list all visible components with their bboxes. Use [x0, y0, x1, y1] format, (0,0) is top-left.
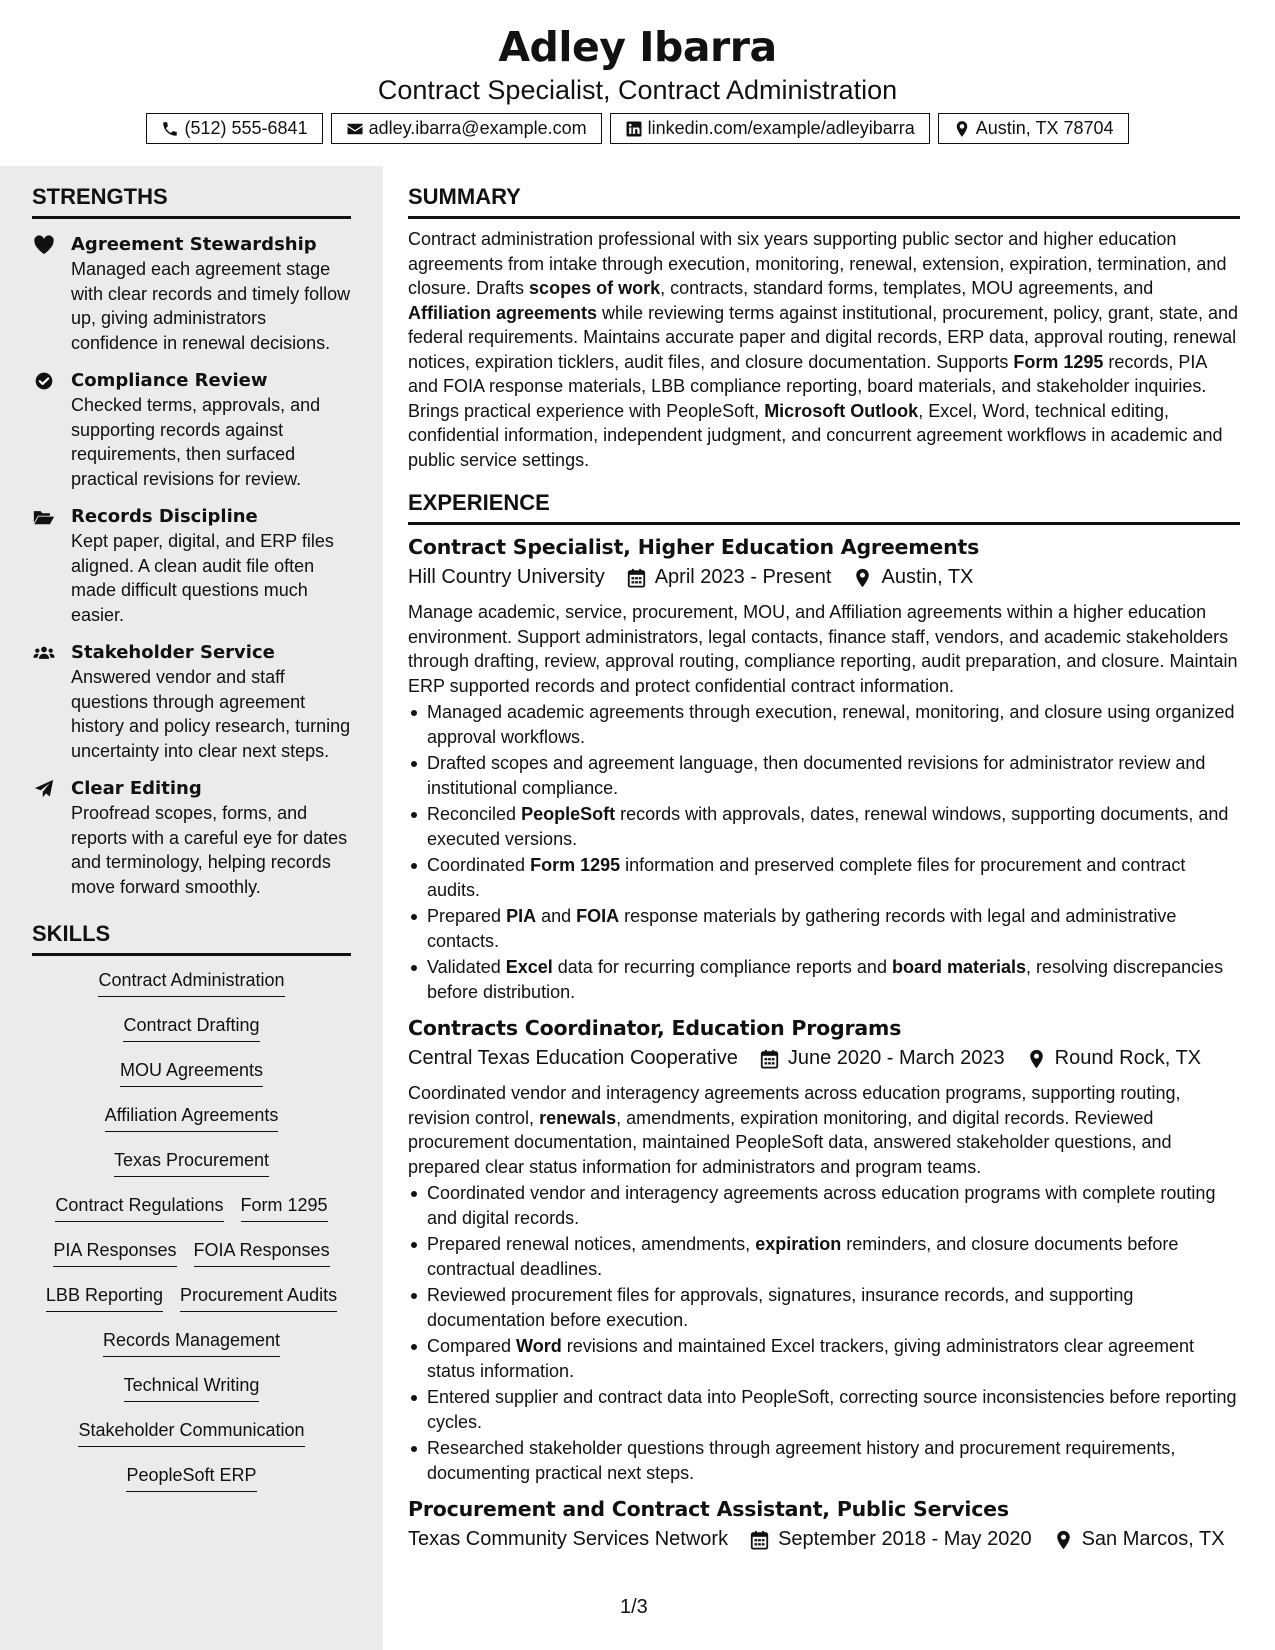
list-item: Coordinated Form 1295 information and preserved complete files for procurement and contract audits. [408, 853, 1240, 902]
skill-tag: Contract Regulations [55, 1193, 223, 1222]
skill-row [32, 1328, 351, 1373]
skill-tag: FOIA Responses [194, 1238, 330, 1267]
contact-phone-text: (512) 555-6841 [184, 118, 308, 138]
experience-heading: EXPERIENCE [408, 490, 1240, 525]
job-dates: September 2018 - May 2020 [778, 1528, 1032, 1550]
strength-title: Records Discipline [71, 506, 258, 527]
paper-plane-icon [33, 779, 55, 799]
job-meta [408, 1045, 1240, 1072]
page-number: 1/3 [620, 1596, 648, 1618]
job-bullets [408, 1181, 1240, 1485]
skill-row [32, 1148, 351, 1193]
job-title: Contracts Coordinator, Education Programs [408, 1016, 902, 1040]
skill-row [32, 1238, 351, 1283]
skill-tag: Procurement Audits [180, 1283, 337, 1312]
skill-row [32, 968, 351, 1013]
main-content [408, 166, 1240, 1553]
strengths-heading: STRENGTHS [32, 184, 351, 219]
calendar-icon [760, 1049, 779, 1069]
map-pin-icon [1027, 1049, 1046, 1069]
map-pin-icon [1054, 1530, 1073, 1550]
sidebar [0, 166, 383, 1650]
job-dates: June 2020 - March 2023 [787, 1047, 1005, 1069]
contact-email[interactable] [331, 113, 602, 144]
job-description: Coordinated vendor and interagency agreements across education programs, supporting routing, revision control, renewals, amendments, expiration monitoring, and digital records. Reviewed procurement documentation, maintained PeopleSoft data, answered stakeholder questions, and prepared clear status information for administrators and program teams. [408, 1083, 1181, 1177]
summary-text: Contract administration professional with six years supporting public sector and higher education agreements from intake through execution, monitoring, renewal, extension, expiration, termination, and closure. Drafts scopes of work, contracts, standard forms, templates, MOU agreements, and Affiliation agreements while reviewing terms against institutional, procurement, policy, grant, state, and federal requirements. Maintains accurate paper and digital records, ERP data, approval routing, renewal notices, expiration ticklers, audit files, and closure documentation. Supports Form 1295 records, PIA and FOIA response materials, LBB compliance reporting, board materials, and stakeholder inquiries. Brings practical experience with PeopleSoft, Microsoft Outlook, Excel, Word, technical editing, confidential information, independent judgment, and concurrent agreement workflows in academic and public service settings. [408, 229, 1239, 470]
job-organization: Hill Country University [408, 566, 605, 588]
list-item: Entered supplier and contract data into PeopleSoft, correcting source inconsistencies before reporting cycles. [408, 1385, 1240, 1434]
users-icon [33, 643, 55, 663]
list-item: Drafted scopes and agreement language, then documented revisions for administrator review and institutional compliance. [408, 751, 1240, 800]
job-meta [408, 1526, 1240, 1553]
skill-tag: LBB Reporting [46, 1283, 163, 1312]
resume-header [0, 0, 1275, 166]
summary-heading: SUMMARY [408, 184, 1240, 219]
strength-title: Compliance Review [71, 370, 268, 391]
check-circle-icon [33, 371, 55, 391]
calendar-icon [627, 568, 646, 588]
contact-linkedin-text: linkedin.com/example/adleyibarra [647, 118, 915, 138]
envelope-icon [346, 120, 364, 138]
job-dates: April 2023 - Present [654, 566, 832, 588]
list-item: Coordinated vendor and interagency agreements across education programs with complete routing and digital records. [408, 1181, 1240, 1230]
skill-tag: Stakeholder Communication [78, 1418, 304, 1447]
contact-email-text: adley.ibarra@example.com [368, 118, 587, 138]
strength-item [32, 505, 351, 627]
job-entry [408, 1496, 1240, 1553]
skill-tag: Contract Administration [98, 968, 284, 997]
strength-item [32, 641, 351, 763]
skills-list [32, 968, 351, 1508]
heart-icon [33, 235, 55, 255]
contact-location [938, 113, 1129, 144]
skills-heading: SKILLS [32, 921, 351, 956]
skill-row [32, 1373, 351, 1418]
job-entry [408, 534, 1240, 1004]
skill-tag: Texas Procurement [114, 1148, 269, 1177]
skill-tag: Form 1295 [241, 1193, 328, 1222]
contact-linkedin[interactable] [610, 113, 930, 144]
strength-desc: Answered vendor and staff questions through agreement history and policy research, turning uncertainty into clear next steps. [71, 667, 351, 761]
skill-row [32, 1103, 351, 1148]
phone-icon [161, 120, 179, 138]
folder-open-icon [33, 507, 55, 527]
calendar-icon [750, 1530, 769, 1550]
contact-bar [0, 113, 1275, 144]
skill-row [32, 1418, 351, 1463]
skill-tag: PIA Responses [53, 1238, 176, 1267]
skill-row [32, 1013, 351, 1058]
job-location: San Marcos, TX [1081, 1528, 1225, 1550]
skill-row [32, 1058, 351, 1103]
experience-list [408, 534, 1240, 1553]
skill-row [32, 1193, 351, 1238]
strength-item [32, 369, 351, 491]
job-location: Austin, TX [881, 566, 974, 588]
strength-item [32, 233, 351, 355]
candidate-title: Contract Specialist, Contract Administration [377, 75, 898, 105]
job-description: Manage academic, service, procurement, MOU, and Affiliation agreements within a higher education environment. Support administrators, legal contacts, finance staff, vendors, and academic stakeholders through drafting, review, approval routing, compliance reporting, audit preparation, and closure. Maintain ERP supported records and protect confidential contract information. [408, 602, 1238, 696]
list-item: Compared Word revisions and maintained Excel trackers, giving administrators clear agreement status information. [408, 1334, 1240, 1383]
skill-tag: Affiliation Agreements [105, 1103, 279, 1132]
job-meta [408, 564, 1240, 591]
linkedin-icon [625, 120, 643, 138]
job-title: Procurement and Contract Assistant, Public Services [408, 1497, 1009, 1521]
skill-row [32, 1283, 351, 1328]
skill-row [32, 1463, 351, 1508]
strength-desc: Checked terms, approvals, and supporting records against requirements, then surfaced practical revisions for review. [71, 395, 321, 489]
job-entry [408, 1015, 1240, 1485]
contact-phone[interactable] [146, 113, 322, 144]
contact-location-text: Austin, TX 78704 [975, 118, 1114, 138]
strength-title: Stakeholder Service [71, 642, 275, 663]
list-item: Reconciled PeopleSoft records with approvals, dates, renewal windows, supporting documents, and executed versions. [408, 802, 1240, 851]
map-pin-icon [853, 568, 872, 588]
skill-tag: Records Management [103, 1328, 280, 1357]
strength-item [32, 777, 351, 899]
map-pin-icon [953, 120, 971, 138]
list-item: Reviewed procurement files for approvals, signatures, insurance records, and supporting documentation before execution. [408, 1283, 1240, 1332]
job-organization: Central Texas Education Cooperative [408, 1047, 738, 1069]
job-bullets [408, 700, 1240, 1004]
list-item: Prepared renewal notices, amendments, expiration reminders, and closure documents before contractual deadlines. [408, 1232, 1240, 1281]
job-location: Round Rock, TX [1054, 1047, 1202, 1069]
candidate-name: Adley Ibarra [498, 23, 777, 71]
skill-tag: MOU Agreements [120, 1058, 263, 1087]
list-item: Prepared PIA and FOIA response materials by gathering records with legal and administrative contacts. [408, 904, 1240, 953]
list-item: Validated Excel data for recurring compliance reports and board materials, resolving discrepancies before distribution. [408, 955, 1240, 1004]
strength-desc: Proofread scopes, forms, and reports with a careful eye for dates and terminology, helping records move forward smoothly. [71, 803, 348, 897]
job-title: Contract Specialist, Higher Education Agreements [408, 535, 980, 559]
list-item: Managed academic agreements through execution, renewal, monitoring, and closure using organized approval workflows. [408, 700, 1240, 749]
skill-tag: Contract Drafting [123, 1013, 259, 1042]
strength-desc: Managed each agreement stage with clear records and timely follow up, giving administrators confidence in renewal decisions. [71, 259, 351, 353]
list-item: Researched stakeholder questions through agreement history and procurement requirements, documenting practical next steps. [408, 1436, 1240, 1485]
strength-desc: Kept paper, digital, and ERP files aligned. A clean audit file often made difficult questions much easier. [71, 531, 334, 625]
strength-title: Agreement Stewardship [71, 234, 317, 255]
job-organization: Texas Community Services Network [408, 1528, 729, 1550]
strength-title: Clear Editing [71, 778, 202, 799]
skill-tag: PeopleSoft ERP [126, 1463, 256, 1492]
skill-tag: Technical Writing [124, 1373, 260, 1402]
